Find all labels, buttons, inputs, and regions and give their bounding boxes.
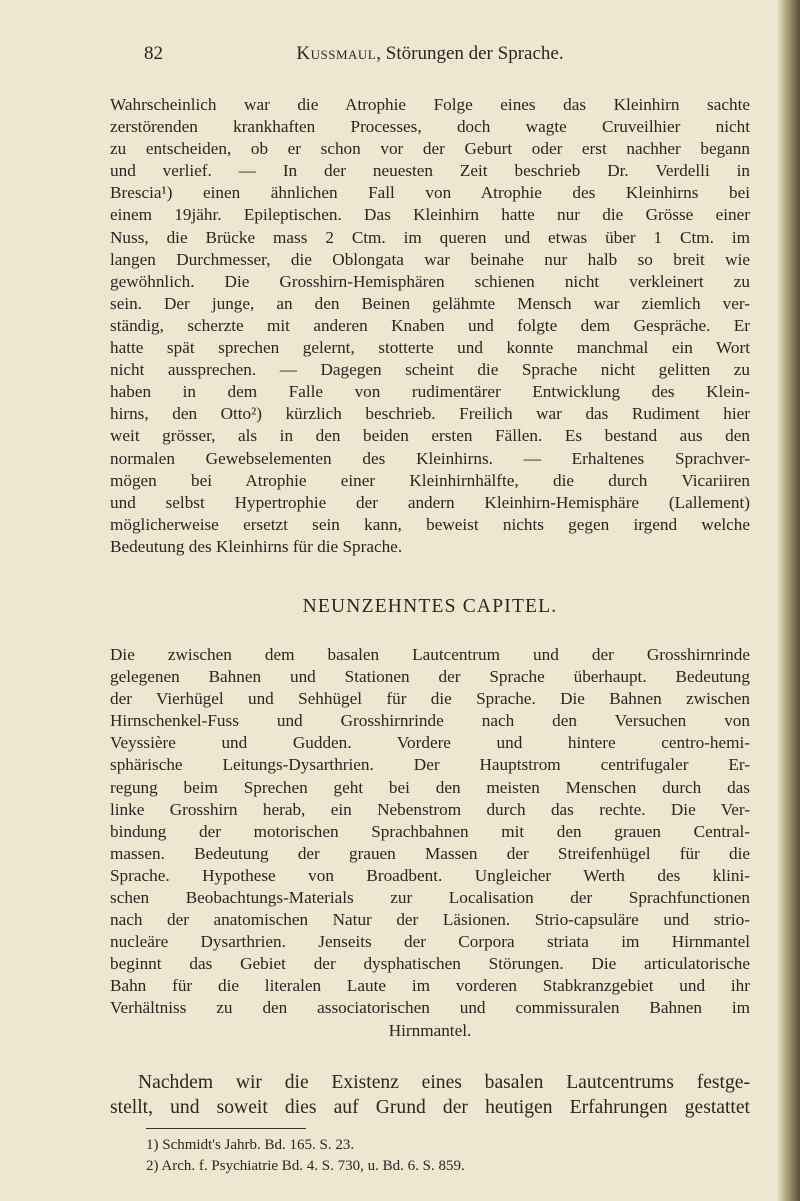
text-line: und verlief. — In der neuesten Zeit beschrieb Dr. Verdelli in: [110, 161, 750, 181]
text-line: und selbst Hypertrophie der andern Kleinhirn-Hemisphäre (Lallement): [110, 492, 750, 512]
text-line: zerstörenden krankhaften Processes, doch wagte Cruveilhier nicht: [110, 117, 750, 137]
text-line: regung beim Sprechen geht bei den meisten Menschen durch das: [110, 777, 750, 797]
page-edge-shadow: [778, 0, 800, 1201]
footnotes: [146, 1135, 750, 1177]
footnote-rule: [146, 1128, 306, 1129]
text-line: sphärische Leitungs-Dysarthrien. Der Hauptstrom centrifugaler Er-: [110, 755, 750, 775]
text-line: schen Beobachtungs-Materials zur Localisation der Sprachfunctionen: [110, 888, 750, 907]
text-line: der Vierhügel und Sehhügel für die Sprache. Die Bahnen zwischen: [110, 689, 750, 709]
text-line: massen. Bedeutung der grauen Massen der Streifenhügel für die: [110, 843, 750, 863]
text-line: bindung der motorischen Sprachbahnen mit den grauen Central-: [110, 821, 750, 841]
text-line: Hirnmantel.: [388, 1020, 472, 1040]
text-line: linke Grosshirn herab, ein Nebenstrom durch das rechte. Die Ver-: [110, 799, 750, 819]
text-line: gewöhnlich. Die Grosshirn-Hemisphären schienen nicht verkleinert zu: [110, 271, 750, 291]
text-line: Sprache. Hypothese von Broadbent. Ungleicher Werth des klini-: [110, 865, 750, 885]
text-line: Wahrscheinlich war die Atrophie Folge eines das Kleinhirn sachte: [110, 95, 750, 114]
text-line: Die zwischen dem basalen Lautcentrum und der Grosshirnrinde: [110, 644, 750, 664]
text-line: möglicherweise ersetzt sein kann, beweist nichts gegen irgend welche: [110, 514, 750, 534]
running-title-author: Kussmaul: [296, 43, 377, 64]
text-line: weit grösser, als in den beiden ersten Fällen. Es bestand aus den: [110, 426, 750, 446]
text-line: Veyssière und Gudden. Vordere und hintere centro-hemi-: [110, 733, 750, 753]
footnote-1: 1) Schmidt's Jahrb. Bd. 165. S. 23.: [146, 1136, 355, 1153]
text-line: nicht aussprechen. — Dagegen scheint die Sprache nicht gelitten zu: [110, 360, 750, 380]
text-line: sein. Der junge, an den Beinen gelähmte Mensch war ziemlich ver-: [110, 293, 750, 313]
text-line: gelegenen Bahnen und Stationen der Sprache überhaupt. Bedeutung: [110, 667, 750, 687]
running-title-text: , Störungen der Sprache.: [376, 43, 564, 64]
text-line: normalen Gewebselementen des Kleinhirns. — Erhaltenes Sprachver-: [110, 448, 750, 468]
text-line: Bedeutung des Kleinhirns für die Sprache.: [110, 536, 403, 556]
text-line: stellt, und soweit dies auf Grund der heutigen Erfahrungen gestattet: [110, 1096, 750, 1118]
text-line: mögen bei Atrophie einer Kleinhirnhälfte, die durch Vicariiren: [110, 470, 750, 490]
chapter-heading: NEUNZEHNTES CAPITEL.: [302, 595, 558, 617]
text-line: einem 19jähr. Epileptischen. Das Kleinhirn hatte nur die Grösse einer: [110, 205, 750, 225]
text-line: ständig, scherzte mit anderen Knaben und folgte dem Gespräche. Er: [110, 315, 750, 335]
text-line: hatte spät sprechen gelernt, stotterte und konnte manchmal ein Wort: [110, 338, 750, 358]
text-line: Verhältniss zu den associatorischen und commissuralen Bahnen im: [110, 998, 750, 1018]
page-number: 82: [144, 43, 163, 64]
paragraph-nachdem: [110, 1070, 750, 1120]
paragraph-atrophy: [110, 94, 750, 558]
text-line: beginnt das Gebiet der dysphatischen Störungen. Die articulatorische: [110, 954, 750, 974]
text-line: hirns, den Otto²) kürzlich beschrieb. Freilich war das Rudiment hier: [110, 404, 750, 424]
text-line: Nuss, die Brücke mass 2 Ctm. im queren und etwas über 1 Ctm. im: [110, 227, 750, 247]
text-line: zu entscheiden, ob er schon vor der Geburt oder erst nachher begann: [110, 139, 750, 159]
running-title: [110, 40, 750, 68]
chapter-summary: [110, 644, 750, 1042]
text-line: Hirnschenkel-Fuss und Grosshirnrinde nach den Versuchen von: [110, 711, 750, 731]
text-line: haben in dem Falle von rudimentärer Entwicklung des Klein-: [110, 382, 750, 402]
text-line: Nachdem wir die Existenz eines basalen Lautcentrums festge-: [138, 1071, 750, 1093]
book-page: [110, 40, 750, 1177]
text-line: Bahn für die literalen Laute im vorderen Stabkranzgebiet und ihr: [110, 976, 750, 996]
text-line: nucleäre Dysarthrien. Jenseits der Corpora striata im Hirnmantel: [110, 932, 750, 952]
text-line: nach der anatomischen Natur der Läsionen. Strio-capsuläre und strio-: [110, 910, 750, 930]
text-line: langen Durchmesser, die Oblongata war beinahe nur halb so breit wie: [110, 249, 750, 269]
running-head: [110, 40, 750, 68]
text-line: Brescia¹) einen ähnlichen Fall von Atrophie des Kleinhirns bei: [110, 183, 750, 203]
footnote-2: 2) Arch. f. Psychiatrie Bd. 4. S. 730, u. Bd. 6. S. 859.: [146, 1157, 465, 1174]
